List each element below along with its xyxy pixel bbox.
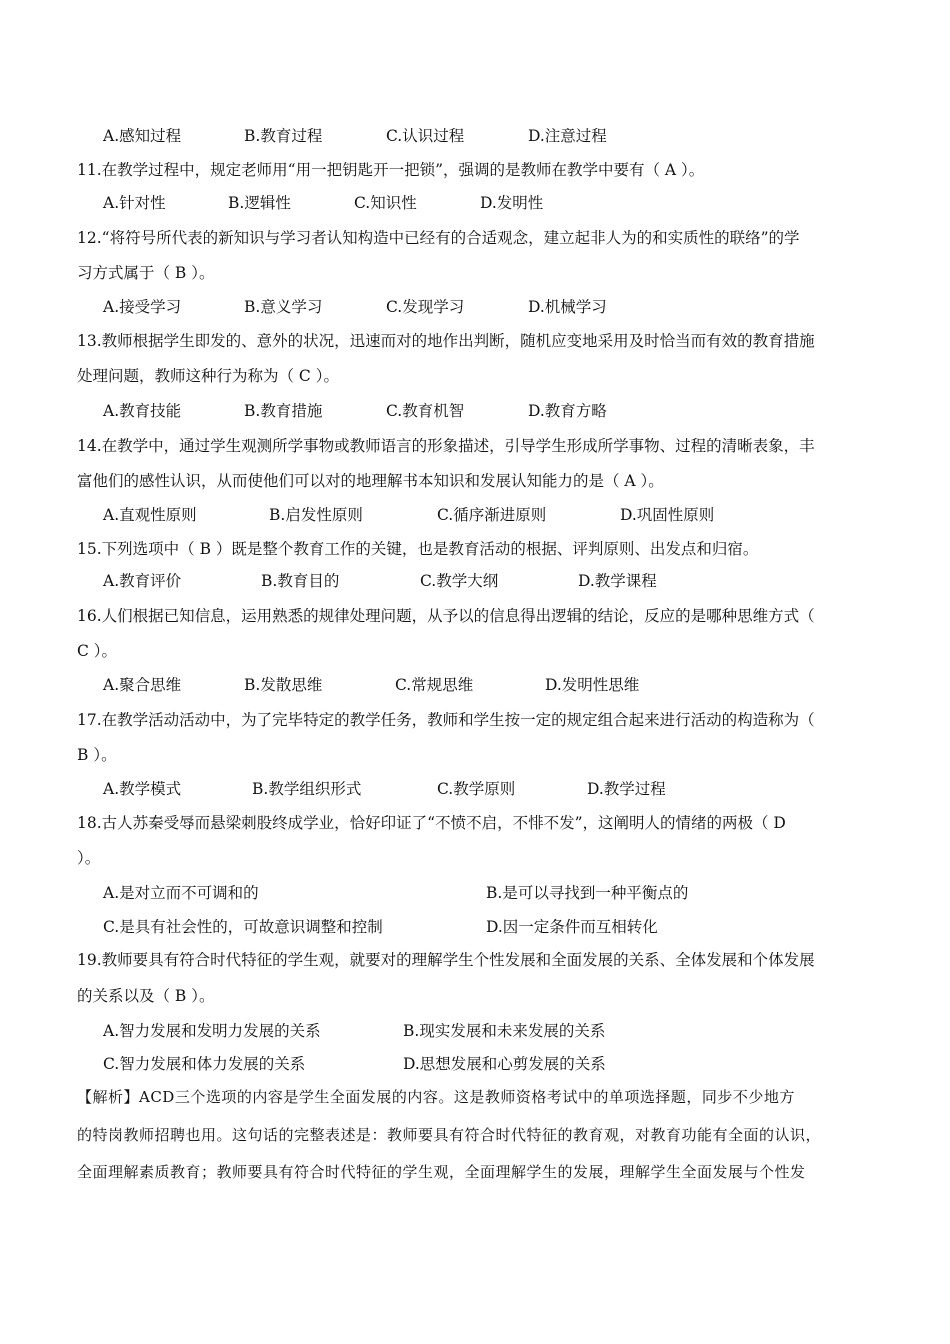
q18-option-c: C.是具有社会性的，可故意识调整和控制 xyxy=(103,918,383,936)
q10-options xyxy=(0,126,950,146)
q19-option-b: B.现实发展和未来发展的关系 xyxy=(403,1022,606,1040)
q18-options-row2 xyxy=(0,917,950,937)
q16-options xyxy=(0,675,950,695)
q13-option-c: C.教育机智 xyxy=(386,402,465,420)
q11-option-c: C.知识性 xyxy=(354,194,417,212)
q17-option-b: B.教学组织形式 xyxy=(252,780,362,798)
q18-option-b: B.是可以寻找到一种平衡点的 xyxy=(486,884,689,902)
q18-option-a: A.是对立而不可调和的 xyxy=(103,884,259,902)
q18-stem-line1: 18.古人苏秦受辱而悬梁刺股终成学业，恰好印证了“不愤不启，不悱不发”，这阐明人的情绪的两极（ D xyxy=(77,814,786,832)
q12-options xyxy=(0,297,950,317)
q15-options xyxy=(0,571,950,591)
q13-options xyxy=(0,401,950,421)
q13-option-d: D.教育方略 xyxy=(528,402,607,420)
q12-option-d: D.机械学习 xyxy=(528,298,607,316)
q13-stem-line2: 处理问题，教师这种行为称为（ C ）。 xyxy=(77,367,339,385)
q17-option-c: C.教学原则 xyxy=(437,780,516,798)
q12-stem-line1: 12.“将符号所代表的新知识与学习者认知构造中已经有的合适观念，建立起非人为的和实质性的联络”的学 xyxy=(77,229,800,247)
q10-option-a: A.感知过程 xyxy=(103,127,182,145)
q12-option-b: B.意义学习 xyxy=(244,298,323,316)
q16-option-d: D.发明性思维 xyxy=(545,676,640,694)
q18-option-d: D.因一定条件而互相转化 xyxy=(486,918,658,936)
q11-options xyxy=(0,193,950,213)
q19-option-d: D.思想发展和心剪发展的关系 xyxy=(403,1055,606,1073)
q14-option-d: D.巩固性原则 xyxy=(620,506,715,524)
q15-stem: 15.下列选项中（ B ）既是整个教育工作的关键，也是教育活动的根据、评判原则、出发点和归宿。 xyxy=(77,540,759,558)
q16-option-b: B.发散思维 xyxy=(244,676,323,694)
q17-stem-line2: B ）。 xyxy=(77,746,117,764)
analysis-line1: 【解析】ACD三个选项的内容是学生全面发展的内容。这是教师资格考试中的单项选择题，同步不少地方 xyxy=(77,1088,795,1106)
q19-option-c: C.智力发展和体力发展的关系 xyxy=(103,1055,306,1073)
q15-option-a: A.教育评价 xyxy=(103,572,182,590)
q11-option-b: B.逻辑性 xyxy=(228,194,291,212)
q15-option-b: B.教育目的 xyxy=(261,572,340,590)
q14-option-c: C.循序渐进原则 xyxy=(437,506,547,524)
q14-option-a: A.直观性原则 xyxy=(103,506,197,524)
q18-options-row1 xyxy=(0,883,950,903)
q19-options-row2 xyxy=(0,1054,950,1074)
q13-option-b: B.教育措施 xyxy=(244,402,323,420)
q16-option-a: A.聚合思维 xyxy=(103,676,182,694)
q17-options xyxy=(0,779,950,799)
q10-option-b: B.教育过程 xyxy=(244,127,323,145)
analysis-line3: 全面理解素质教育；教师要具有符合时代特征的学生观，全面理解学生的发展，理解学生全面发展与个性发 xyxy=(77,1163,806,1181)
q17-option-d: D.教学过程 xyxy=(587,780,666,798)
q13-stem-line1: 13.教师根据学生即发的、意外的状况，迅速而对的地作出判断，随机应变地采用及时恰当而有效的教育措施 xyxy=(77,332,815,350)
q19-option-a: A.智力发展和发明力发展的关系 xyxy=(103,1022,321,1040)
q16-stem-line2: C ）。 xyxy=(77,642,118,660)
q16-stem-line1: 16.人们根据已知信息，运用熟悉的规律处理问题，从予以的信息得出逻辑的结论，反应的是哪种思维方式（ xyxy=(77,607,815,625)
q15-option-d: D.教学课程 xyxy=(578,572,657,590)
q15-option-c: C.教学大纲 xyxy=(420,572,499,590)
q14-option-b: B.启发性原则 xyxy=(269,506,363,524)
q19-stem-line2: 的关系以及（ B ）。 xyxy=(77,987,215,1005)
q19-stem-line1: 19.教师要具有符合时代特征的学生观，就要对的理解学生个性发展和全面发展的关系、全体发展和个体发展 xyxy=(77,951,815,969)
q14-stem-line2: 富他们的感性认识，从而使他们可以对的地理解书本知识和发展认知能力的是（ A ）。 xyxy=(77,472,664,490)
q12-option-c: C.发现学习 xyxy=(386,298,465,316)
q14-stem-line1: 14.在教学中，通过学生观测所学事物或教师语言的形象描述，引导学生形成所学事物、过程的清晰表象，丰 xyxy=(77,437,815,455)
q11-stem: 11.在教学过程中，规定老师用“用一把钥匙开一把锁”，强调的是教师在教学中要有（ A ）。 xyxy=(77,161,705,179)
q12-stem-line2: 习方式属于（ B ）。 xyxy=(77,264,215,282)
q10-option-d: D.注意过程 xyxy=(528,127,607,145)
q11-option-d: D.发明性 xyxy=(480,194,544,212)
q10-option-c: C.认识过程 xyxy=(386,127,465,145)
q17-stem-line1: 17.在教学活动活动中，为了完毕特定的教学任务，教师和学生按一定的规定组合起来进行活动的构造称为（ xyxy=(77,711,815,729)
q12-option-a: A.接受学习 xyxy=(103,298,182,316)
q18-stem-line2: ）。 xyxy=(77,849,101,867)
q11-option-a: A.针对性 xyxy=(103,194,166,212)
q16-option-c: C.常规思维 xyxy=(395,676,474,694)
q19-options-row1 xyxy=(0,1021,950,1041)
q13-option-a: A.教育技能 xyxy=(103,402,182,420)
q14-options xyxy=(0,505,950,525)
q17-option-a: A.教学模式 xyxy=(103,780,182,798)
analysis-line2: 的特岗教师招聘也用。这句话的完整表述是：教师要具有符合时代特征的教育观，对教育功能有全面的认识， xyxy=(77,1126,822,1144)
